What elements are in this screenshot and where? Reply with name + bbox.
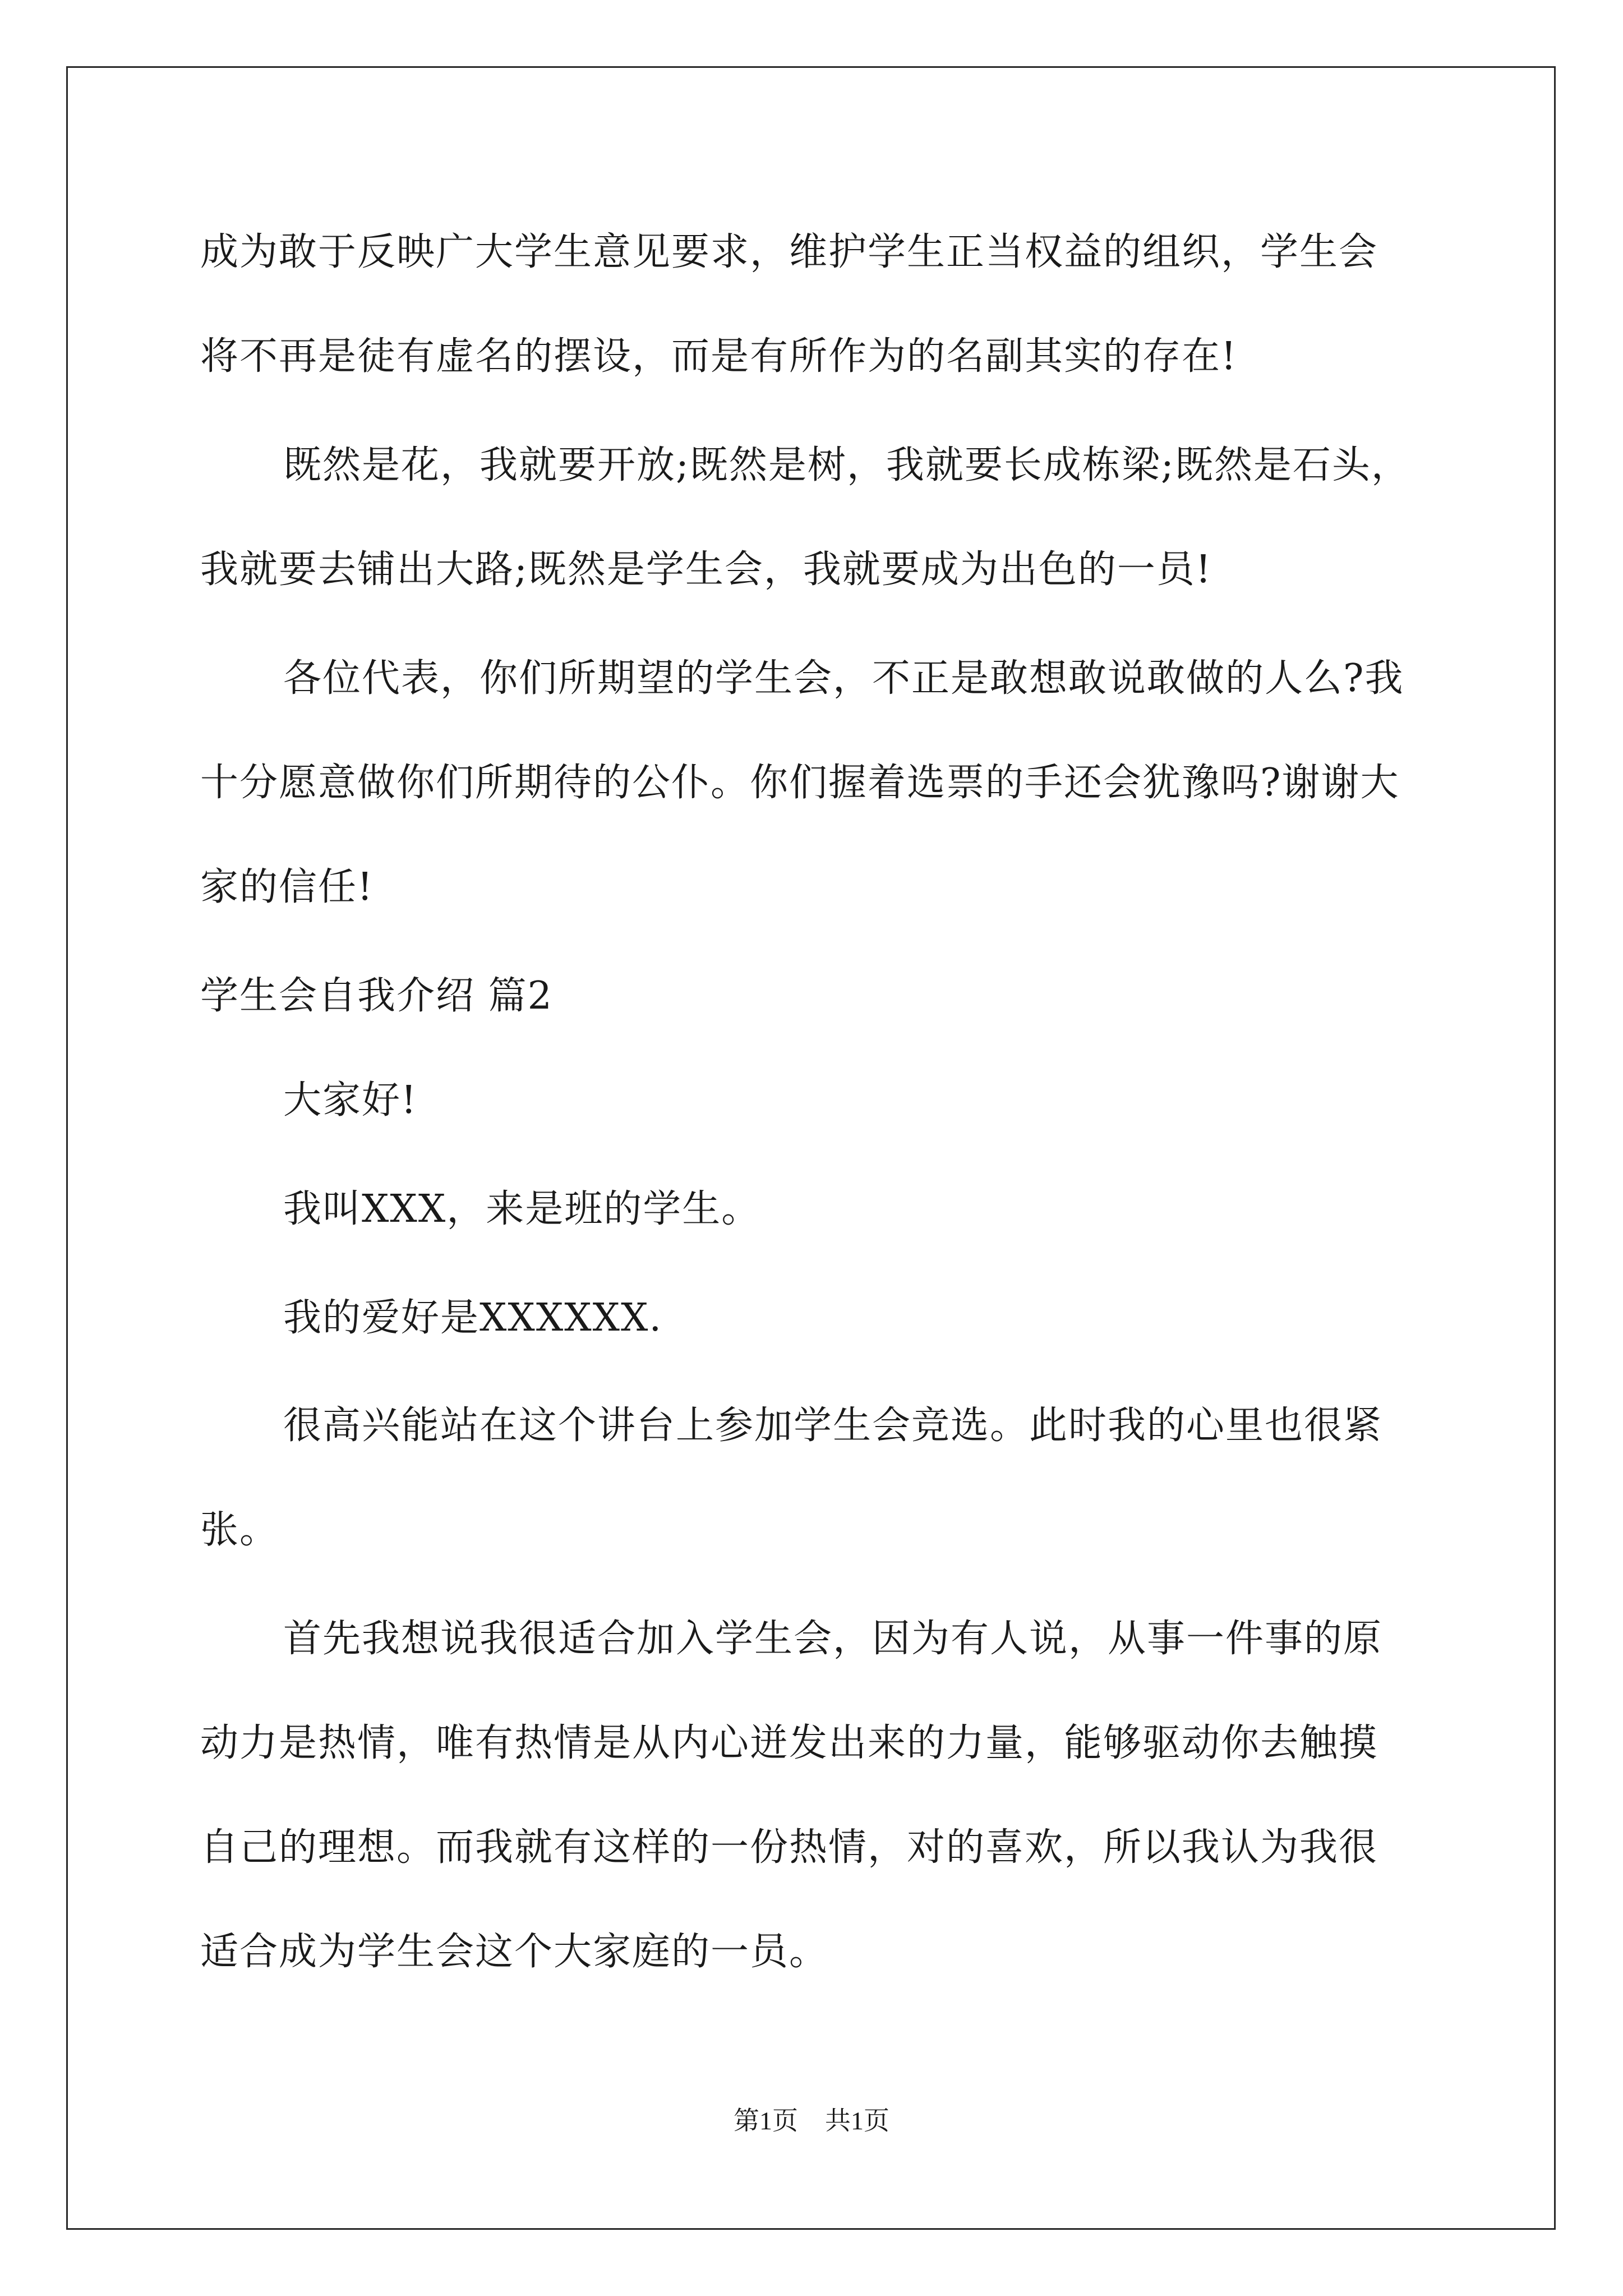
paragraph-line: 首先我想说我很适合加入学生会，因为有人说，从事一件事的原 [283, 1617, 1383, 1661]
paragraph-line: 我就要去铺出大路;既然是学生会，我就要成为出色的一员! [200, 547, 1212, 592]
paragraph-line: 家的信任! [200, 865, 374, 909]
paragraph-line: 动力是热情，唯有热情是从内心迸发出来的力量，能够驱动你去触摸 [200, 1721, 1378, 1765]
paragraph-line: 我的爱好是XXXXXX. [283, 1296, 663, 1340]
paragraph-line: 各位代表，你们所期望的学生会，不正是敢想敢说敢做的人么?我 [283, 656, 1404, 701]
paragraph-line: 张。 [200, 1508, 279, 1552]
paragraph-line: 成为敢于反映广大学生意见要求，维护学生正当权益的组织，学生会 [200, 230, 1378, 274]
paragraph-line: 既然是花，我就要开放;既然是树，我就要长成栋梁;既然是石头， [283, 443, 1410, 487]
page-border [66, 66, 1556, 2230]
paragraph-line: 很高兴能站在这个讲台上参加学生会竞选。此时我的心里也很紧 [283, 1404, 1383, 1448]
paragraph-line: 适合成为学生会这个大家庭的一员。 [200, 1930, 829, 1974]
paragraph-line: 大家好! [283, 1078, 418, 1122]
paragraph-line: 自己的理想。而我就有这样的一份热情，对的喜欢，所以我认为我很 [200, 1825, 1378, 1870]
page-number: 第1页 [734, 2106, 798, 2135]
paragraph-line: 将不再是徒有虚名的摆设，而是有所作为的名副其实的存在! [200, 334, 1238, 379]
paragraph-line: 我叫XXX，来是班的学生。 [283, 1187, 761, 1231]
page-total: 共1页 [825, 2106, 889, 2135]
page-footer [0, 2105, 1623, 2137]
section-heading: 学生会自我介绍 篇2 [200, 974, 553, 1018]
paragraph-line: 十分愿意做你们所期待的公仆。你们握着选票的手还会犹豫吗?谢谢大 [200, 761, 1400, 805]
